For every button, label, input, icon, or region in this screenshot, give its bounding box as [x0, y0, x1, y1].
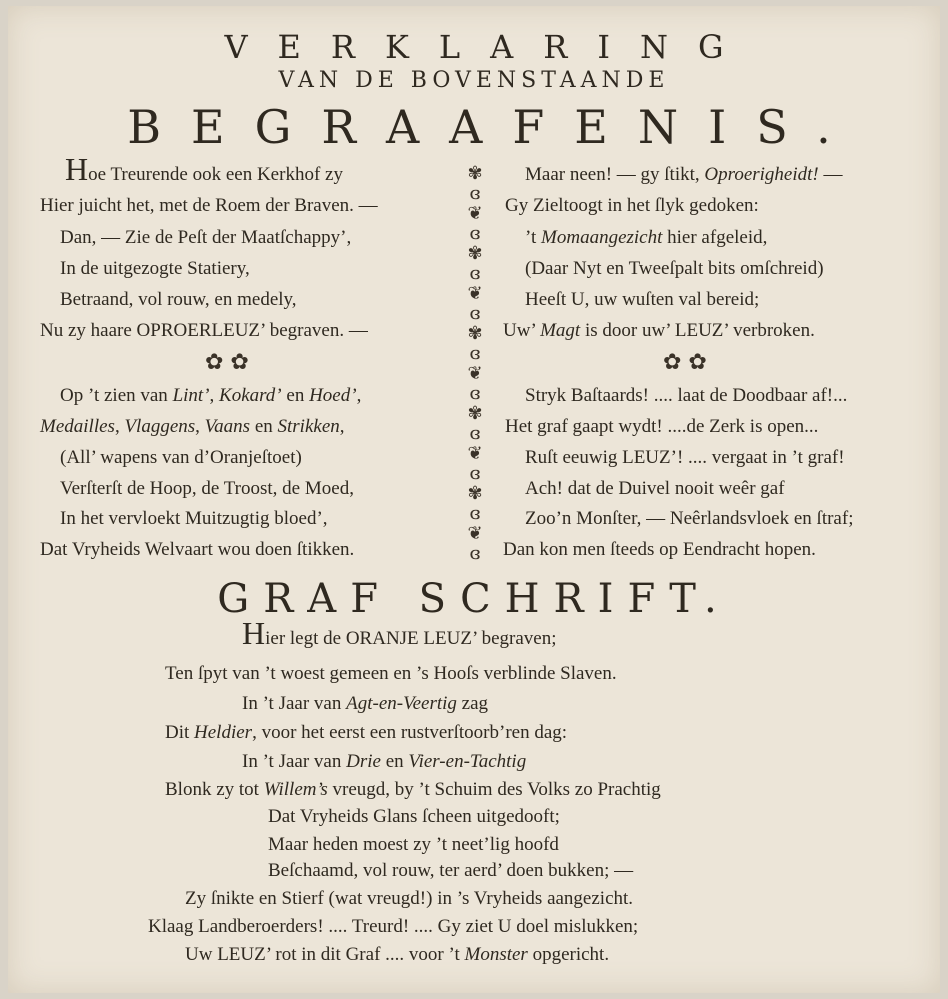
verse-line — [60, 227, 351, 249]
vine-segment-icon: ɞ — [469, 183, 481, 204]
verse-text: Zy ſnikte en Stierf (wat vreugd!) in ’s Vryheids aangezicht. — [185, 888, 634, 909]
verse-text: Nu zy haare OPROERLEUZ’ begraven. — — [40, 320, 368, 341]
verse-text: Strikken — [277, 416, 340, 437]
verse-line — [60, 508, 328, 530]
verse-text: Maar heden moest zy ’t neet’lig hoofd — [268, 834, 559, 855]
vine-segment-icon: ❦ — [467, 283, 483, 304]
verse-text: Magt — [540, 320, 581, 341]
vine-segment-icon: ❦ — [467, 443, 483, 464]
verse-text: Vier-en-Tachtig — [408, 751, 527, 772]
verse-line — [40, 320, 368, 342]
verse-text: Hoed’ — [309, 385, 357, 406]
heading-main: BEGRAAFENIS. — [127, 100, 861, 154]
verse-text: ier legt de ORANJE LEUZ’ begraven; — [265, 628, 557, 649]
verse-line — [60, 258, 250, 280]
verse-line — [503, 539, 816, 561]
verse-line — [525, 478, 785, 500]
vine-segment-icon: ɞ — [469, 463, 481, 484]
verse-text: Verſterſt de Hoop, de Troost, de Moed, — [60, 478, 354, 499]
vine-segment-icon: ✾ — [467, 243, 483, 264]
verse-text: Klaag Landberoerders! .... Treurd! .... Gy ziet U doel mislukken; — [148, 916, 639, 937]
epitaph-title: GRAF SCHRIFT. — [217, 576, 731, 622]
verse-text: Dan, — Zie de Peſt der Maatſchappy’, — [60, 227, 352, 248]
vine-segment-icon: ✾ — [467, 483, 483, 504]
verse-line — [165, 779, 661, 801]
vine-segment-icon: ɞ — [469, 423, 481, 444]
verse-line — [60, 478, 354, 500]
verse-text: Monster — [464, 944, 528, 965]
vine-segment-icon: ✾ — [467, 163, 483, 184]
verse-line — [40, 195, 378, 217]
verse-text: Zoo’n Monſter, — Neêrlandsvloek en ſtraf; — [525, 508, 854, 529]
verse-text: Gy Zieltoogt in het ſlyk gedoken: — [505, 195, 759, 216]
vine-segment-icon: ✾ — [467, 403, 483, 424]
verse-text: oe Treurende ook een Kerkhof zy — [88, 164, 343, 185]
rosette-icon: ✿ ✿ — [205, 350, 249, 375]
verse-text: en — [250, 416, 278, 437]
verse-text: Dit — [165, 722, 195, 743]
verse-line — [148, 916, 638, 938]
verse-text: Betraand, vol rouw, en medely, — [60, 289, 297, 310]
verse-text: Kokard’ — [219, 385, 282, 406]
verse-line — [525, 508, 853, 530]
verse-text: ’t — [525, 227, 542, 248]
verse-text: is door uw’ LEUZ’ verbroken. — [580, 320, 815, 341]
verse-text: Lint’ — [172, 385, 210, 406]
verse-line — [525, 385, 847, 407]
verse-line — [525, 258, 824, 280]
verse-text: — — [818, 164, 843, 185]
verse-text: vreugd, by ’t Schuim des Volks zo Prachtig — [327, 779, 661, 800]
verse-text: , — [114, 416, 125, 437]
verse-line — [60, 289, 297, 311]
heading-subtitle: VAN DE BOVENSTAANDE — [278, 68, 670, 93]
verse-text: Vlaggens — [124, 416, 196, 437]
verse-text: In het vervloekt Muitzugtig bloed’, — [60, 508, 328, 529]
verse-text: Drie — [346, 751, 381, 772]
verse-text: Hier juicht het, met de Roem der Braven. — — [40, 195, 378, 216]
verse-line — [185, 944, 609, 966]
vine-segment-icon: ɞ — [469, 263, 481, 284]
verse-text: In de uitgezogte Statiery, — [60, 258, 250, 279]
verse-line — [505, 416, 818, 438]
verse-text: , — [356, 385, 362, 406]
verse-text: Agt-en-Veertig — [346, 693, 457, 714]
vine-segment-icon: ɞ — [469, 343, 481, 364]
vine-segment-icon: ɞ — [469, 543, 481, 564]
verse-text: Heldier — [194, 722, 253, 743]
verse-text: Dat Vryheids Glans ſcheen uitgedooft; — [268, 806, 560, 827]
verse-text: Ruſt eeuwig LEUZ’! .... vergaat in ’t graf! — [525, 447, 845, 468]
verse-text: (Daar Nyt en Tweeſpalt bits omſchreid) — [525, 258, 824, 279]
verse-text: Uw LEUZ’ rot in dit Graf .... voor ’t — [185, 944, 465, 965]
verse-line — [268, 834, 559, 856]
verse-text: , — [339, 416, 345, 437]
verse-line — [505, 195, 759, 217]
verse-text: Dat Vryheids Welvaart wou doen ſtikken. — [40, 539, 355, 560]
verse-text: Medailles — [40, 416, 115, 437]
verse-text: Dan kon men ſteeds op Eendracht hopen. — [503, 539, 816, 560]
verse-text: , — [195, 416, 205, 437]
verse-line — [40, 539, 354, 561]
verse-text: (All’ wapens van d’Oranjeſtoet) — [60, 447, 302, 468]
verse-text: Oproerigheidt! — [704, 164, 819, 185]
verse-line — [242, 693, 488, 715]
verse-text: Beſchaamd, vol rouw, ter aerd’ doen bukken; — — [268, 860, 634, 881]
verse-line — [40, 416, 345, 438]
verse-text: opgericht. — [527, 944, 610, 965]
vine-segment-icon: ❦ — [467, 203, 483, 224]
verse-text: Vaans — [204, 416, 251, 437]
verse-text: Het graf gaapt wydt! ....de Zerk is open... — [505, 416, 819, 437]
verse-line — [242, 615, 557, 651]
vine-segment-icon: ɞ — [469, 383, 481, 404]
verse-text: In ’t Jaar van — [242, 693, 347, 714]
verse-text: Heeſt U, uw wuſten val bereid; — [525, 289, 760, 310]
verse-text: hier afgeleid, — [662, 227, 768, 248]
verse-line — [60, 447, 302, 469]
verse-text: zag — [456, 693, 489, 714]
verse-text: Blonk zy tot — [165, 779, 264, 800]
vine-segment-icon: ɞ — [469, 503, 481, 524]
verse-line — [242, 751, 526, 773]
verse-text: In ’t Jaar van — [242, 751, 347, 772]
verse-line — [503, 320, 815, 342]
vine-segment-icon: ❦ — [467, 523, 483, 544]
vine-segment-icon: ɞ — [469, 223, 481, 244]
verse-text: en — [380, 751, 409, 772]
vine-segment-icon: ✾ — [467, 323, 483, 344]
verse-line — [165, 663, 617, 685]
verse-line — [185, 888, 633, 910]
verse-text: Stryk Baſtaards! .... laat de Doodbaar af!... — [525, 385, 848, 406]
floral-vine-icon — [463, 164, 487, 564]
verse-text: Willem’s — [263, 779, 328, 800]
verse-line — [525, 164, 843, 186]
verse-text: , voor het eerst een rustverſtoorb’ren dag: — [252, 722, 568, 743]
rosette-icon: ✿ ✿ — [663, 350, 707, 375]
verse-line — [268, 860, 633, 882]
verse-text: Op ’t zien van — [60, 385, 173, 406]
drop-cap: H — [65, 151, 89, 187]
verse-text: en — [281, 385, 310, 406]
verse-line — [65, 151, 343, 187]
verse-text: , — [209, 385, 220, 406]
verse-line — [165, 722, 567, 744]
verse-text: Uw’ — [503, 320, 541, 341]
verse-line — [268, 806, 560, 828]
verse-text: Ten ſpyt van ’t woest gemeen en ’s Hooſs verblinde Slaven. — [165, 663, 617, 684]
drop-cap: H — [242, 615, 266, 651]
vine-segment-icon: ɞ — [469, 303, 481, 324]
verse-line — [525, 227, 767, 249]
verse-text: Momaangezicht — [541, 227, 663, 248]
verse-line — [60, 385, 361, 407]
verse-line — [525, 289, 759, 311]
vine-segment-icon: ❦ — [467, 363, 483, 384]
heading-title: VERKLARING — [224, 28, 754, 66]
verse-text: Ach! dat de Duivel nooit weêr gaf — [525, 478, 785, 499]
verse-text: Maar neen! — gy ſtikt, — [525, 164, 705, 185]
verse-line — [525, 447, 845, 469]
